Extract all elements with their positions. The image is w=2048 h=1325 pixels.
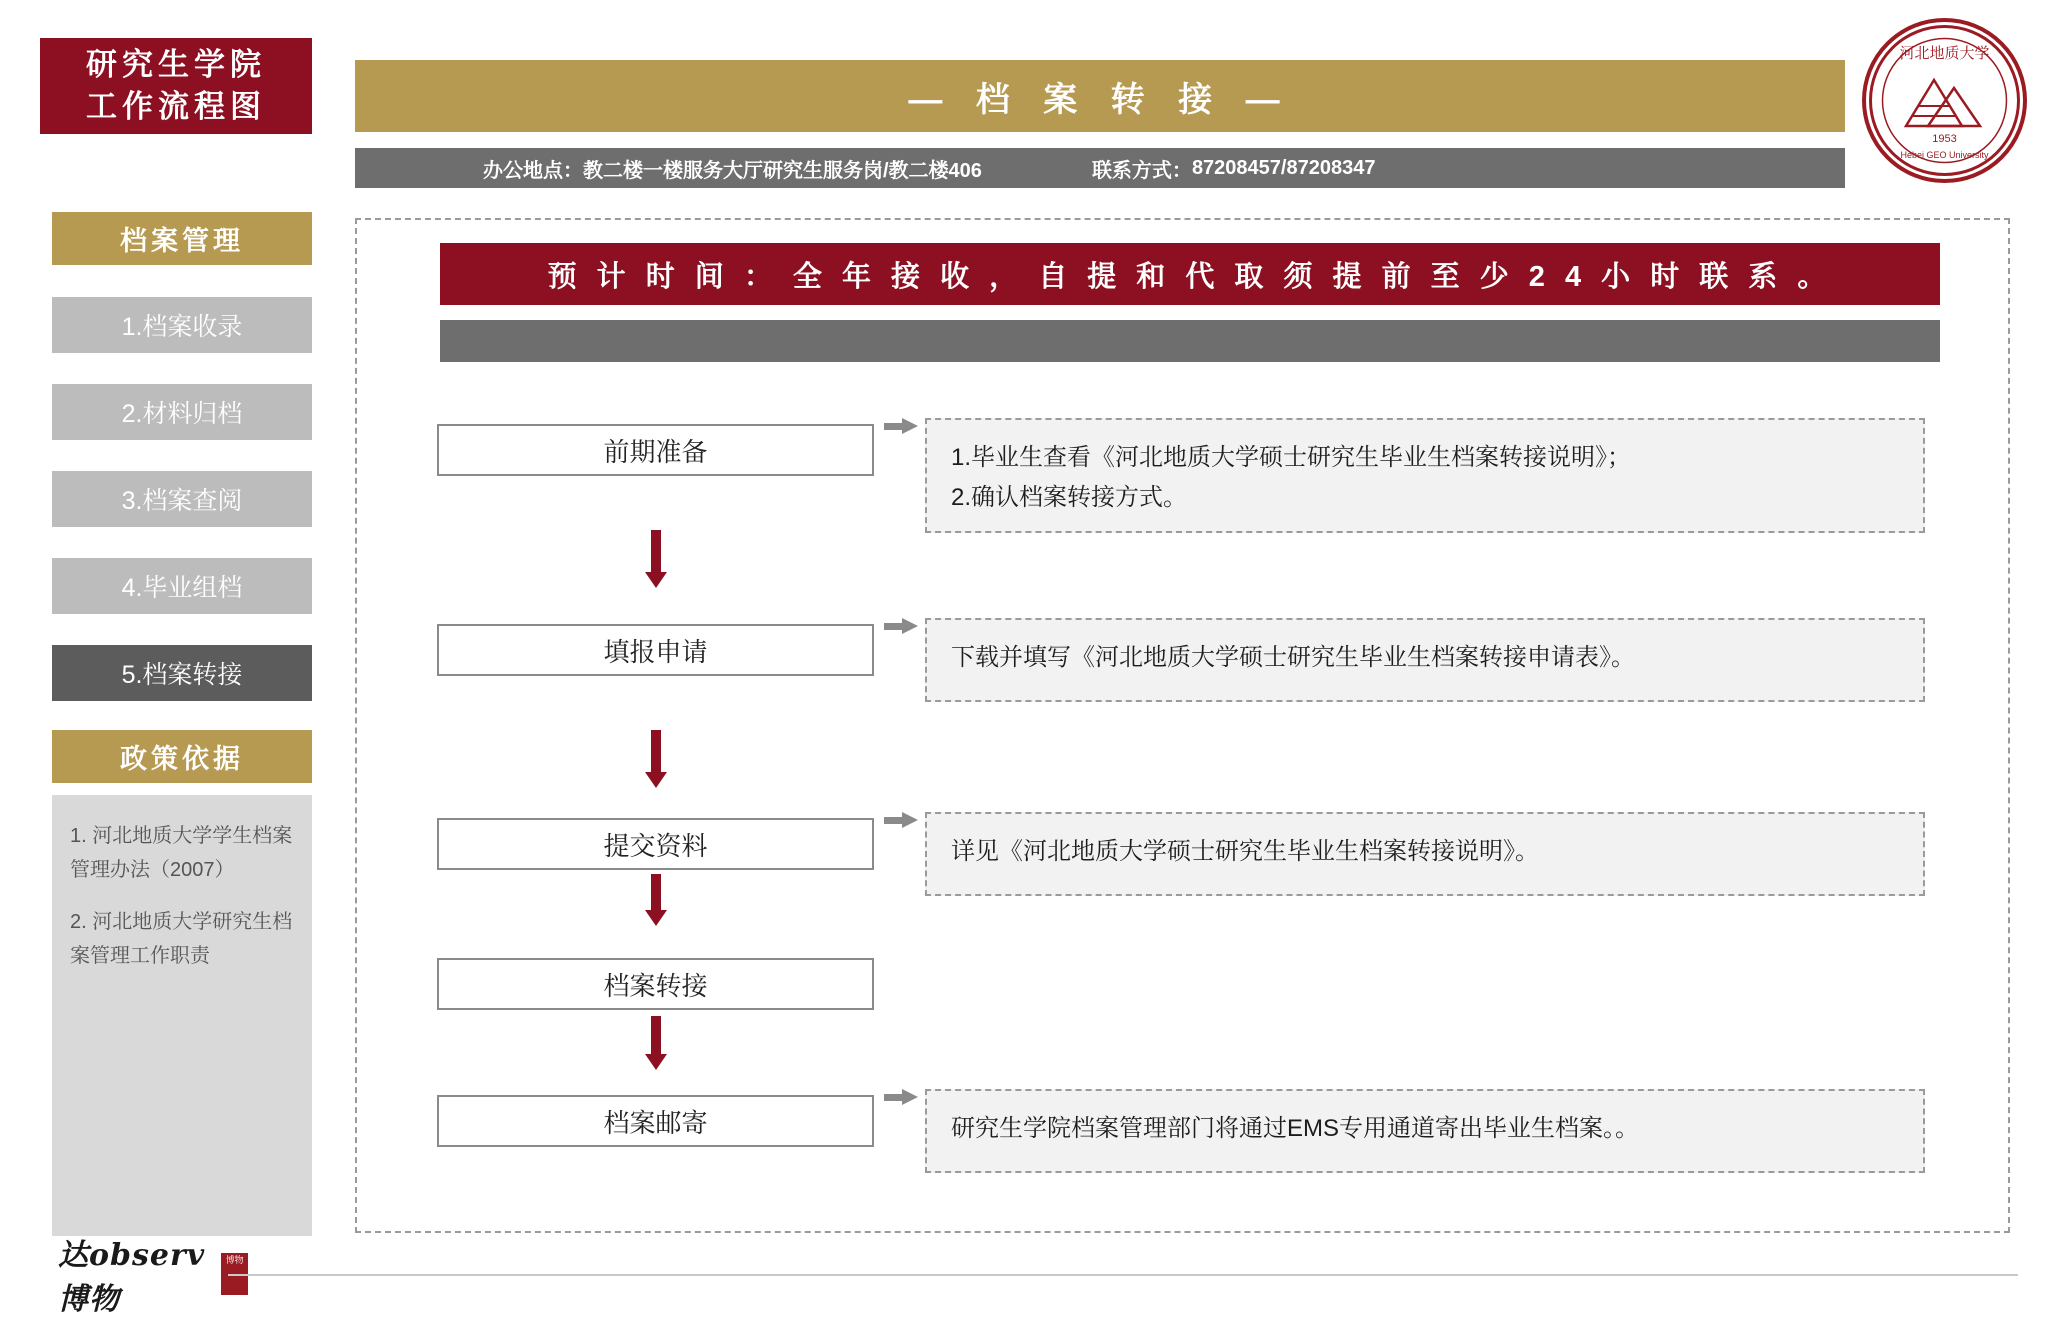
flow-step-label: 提交资料 xyxy=(603,830,708,861)
policy-item-2: 2. 河北地质大学研究生档案管理工作职责 xyxy=(70,911,293,967)
flow-step-5[interactable] xyxy=(437,1095,874,1147)
arrow-down-icon-1 xyxy=(645,530,667,588)
arrow-right-icon-3 xyxy=(884,812,918,828)
sidebar-item-label: 5.档案转接 xyxy=(121,661,243,689)
notice-bar: 预 计 时 间 ： 全 年 接 收 ， 自 提 和 代 取 须 提 前 至 少 2 4 小 时 联 系 。 xyxy=(440,243,1940,305)
flow-desc-line: 详见《河北地质大学硕士研究生毕业生档案转接说明》。 xyxy=(951,838,1539,865)
sidebar-item-1[interactable] xyxy=(52,297,312,355)
flow-step-label: 档案邮寄 xyxy=(603,1107,708,1138)
sidebar-item-label: 3.档案查阅 xyxy=(121,487,243,515)
contact-label: 联系方式： xyxy=(1091,159,1192,182)
flow-desc-1 xyxy=(925,418,1925,533)
office-info-bar xyxy=(355,148,1845,188)
university-logo-icon xyxy=(1862,18,2027,183)
arrow-right-icon-2 xyxy=(884,618,918,634)
flow-desc-line: 研究生学院档案管理部门将通过EMS专用通道寄出毕业生档案。。 xyxy=(951,1115,1640,1142)
sidebar-item-5[interactable] xyxy=(52,645,312,703)
flow-desc-line: 2.确认档案转接方式。 xyxy=(951,484,1188,511)
arrow-down-icon-3 xyxy=(645,874,667,926)
flow-step-label: 填报申请 xyxy=(603,636,708,667)
sidebar-section-archive-management: 档案管理 xyxy=(52,212,312,265)
office-location-value: 教二楼一楼服务大厅研究生服务岗/教二楼406 xyxy=(583,159,982,182)
brand-line-2: 工作流程图 xyxy=(86,89,266,124)
flow-desc-line: 1.毕业生查看《河北地质大学硕士研究生毕业生档案转接说明》； xyxy=(951,444,1632,471)
svg-text:河北地质大学: 河北地质大学 xyxy=(1899,44,1990,62)
sidebar-item-4[interactable] xyxy=(52,558,312,616)
flow-desc-2 xyxy=(925,618,1925,702)
policy-item-1: 1. 河北地质大学学生档案管理办法（2007） xyxy=(70,825,293,881)
sidebar-item-2[interactable] xyxy=(52,384,312,442)
sidebar-item-3[interactable] xyxy=(52,471,312,529)
arrow-right-icon-1 xyxy=(884,418,918,434)
sidebar-section-policy-basis: 政策依据 xyxy=(52,730,312,783)
brand-line-1: 研究生学院 xyxy=(86,47,266,82)
flow-desc-line: 下载并填写《河北地质大学硕士研究生毕业生档案转接申请表》。 xyxy=(951,644,1635,671)
flow-step-label: 档案转接 xyxy=(603,970,708,1001)
sidebar-item-label: 4.毕业组档 xyxy=(121,574,243,602)
gray-spacer-bar xyxy=(440,320,1940,362)
contact-value: 87208457/87208347 xyxy=(1191,156,1376,179)
flow-step-2[interactable] xyxy=(437,624,874,676)
flow-desc-5 xyxy=(925,1089,1925,1173)
flow-desc-3 xyxy=(925,812,1925,896)
sidebar-item-label: 2.材料归档 xyxy=(121,400,243,428)
calligraphy-text: 达observ博物 xyxy=(58,1238,206,1317)
flow-step-4[interactable] xyxy=(437,958,874,1010)
arrow-down-icon-4 xyxy=(645,1016,667,1070)
sidebar xyxy=(28,0,318,1325)
brand-block xyxy=(40,38,312,134)
flow-step-label: 前期准备 xyxy=(603,436,708,467)
office-location-label: 办公地点： xyxy=(483,159,583,182)
footer-signature xyxy=(58,1238,248,1317)
page-title: — 档 案 转 接 — xyxy=(355,60,1845,132)
flow-step-1[interactable] xyxy=(437,424,874,476)
logo-svg xyxy=(1866,22,2023,179)
flow-panel xyxy=(355,218,2010,1233)
footer-divider xyxy=(228,1274,2018,1276)
arrow-right-icon-5 xyxy=(884,1089,918,1105)
flow-step-3[interactable] xyxy=(437,818,874,870)
policy-list xyxy=(52,795,312,1236)
svg-text:1953: 1953 xyxy=(1932,133,1957,145)
seal-stamp-icon: 博物 xyxy=(221,1253,248,1295)
arrow-down-icon-2 xyxy=(645,730,667,788)
sidebar-item-label: 1.档案收录 xyxy=(121,313,243,341)
svg-text:Hebei GEO University: Hebei GEO University xyxy=(1900,150,1989,160)
